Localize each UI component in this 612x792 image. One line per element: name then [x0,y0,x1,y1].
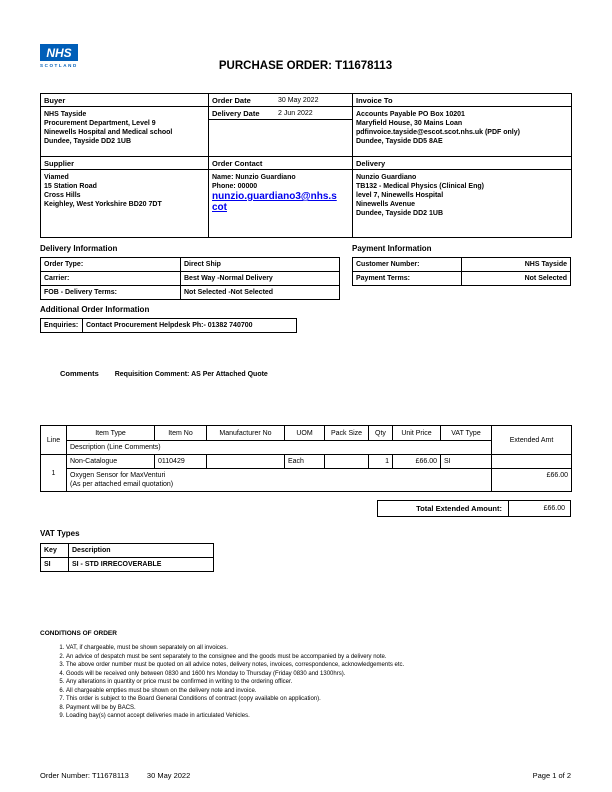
buyer-header: Buyer [41,94,208,107]
col-header-line: Line [41,426,67,455]
delivery-information-heading: Delivery Information [40,244,118,253]
item-line-number: 1 [41,455,67,492]
page-title: PURCHASE ORDER: T11678113 [218,60,393,72]
vat-key-header: Key [41,544,69,558]
supplier-line: 15 Station Road [44,183,97,190]
enquiries-table [40,318,297,333]
additional-order-information-section [40,305,571,333]
item-manufacturer-no [207,455,285,469]
supplier-line: Keighley, West Yorkshire BD20 7DT [44,201,162,208]
invoice-to-line: pdfinvoice.tayside@escot.scot.nhs.uk (PDF only) [356,129,520,136]
enquiries-row [41,319,297,333]
delivery-line: TB132 - Medical Physics (Clinical Eng) [356,183,484,190]
order-date-label: Order Date [212,96,251,105]
conditions-section [40,630,571,721]
additional-order-information-heading: Additional Order Information [40,305,150,314]
items-header-row [41,426,572,441]
item-pack-size [325,455,369,469]
item-vat-type: SI [441,455,492,469]
col-header-extended-amt: Extended Amt [492,426,572,455]
order-type-label: Order Type: [41,258,181,272]
condition-item: 8. Payment will be by BACS. [66,704,571,713]
conditions-heading: CONDITIONS OF ORDER [40,630,117,637]
dates-cell [209,94,353,157]
item-extended-amt-spacer [492,455,572,469]
invoice-to-line: Accounts Payable PO Box 10201 [356,111,465,118]
fob-value: Not Selected -Not Selected [181,286,340,300]
supplier-line: Viamed [44,174,69,181]
delivery-date-label: Delivery Date [212,109,260,118]
delivery-date-value: 2 Jun 2022 [278,110,313,117]
payment-terms-value: Not Selected [462,272,571,286]
vat-header-row [41,544,214,558]
condition-item: 7. This order is subject to the Board General Conditions of contract (copy available on application). [66,695,571,704]
invoice-to-cell [353,94,572,157]
carrier-value: Best Way -Normal Delivery [181,272,340,286]
item-description-line: (As per attached email quotation) [70,481,174,488]
customer-number-label: Customer Number: [353,258,462,272]
total-extended-amount-row [40,500,571,517]
condition-item: 6. All chargeable empties must be shown on the delivery note and invoice. [66,687,571,696]
page-footer [40,771,571,780]
col-header-manufacturer-no: Manufacturer No [207,426,285,441]
nhs-scotland-label: SCOTLAND [40,63,78,68]
enquiries-label: Enquiries: [41,319,83,333]
conditions-list [40,644,571,721]
col-header-vat-type: VAT Type [441,426,492,441]
vat-key: SI [41,558,69,572]
buyer-line: NHS Tayside [44,111,87,118]
invoice-to-header: Invoice To [353,94,571,107]
order-type-row [41,258,340,272]
order-date-row [209,94,352,107]
condition-item: 3. The above order number must be quoted on all advice notes, delivery notes, invoices, correspondence, acknowledgements etc. [66,661,571,670]
col-header-uom: UOM [285,426,325,441]
order-contact-header: Order Contact [209,157,352,170]
item-qty: 1 [369,455,393,469]
col-header-item-no: Item No [155,426,207,441]
vat-row [41,558,214,572]
col-header-unit-price: Unit Price [393,426,441,441]
footer-order-number: Order Number: T11678113 [40,771,129,780]
nhs-scotland-logo [40,44,86,68]
footer-page-number: Page 1 of 2 [532,771,571,780]
item-description-line: Oxygen Sensor for MaxVenturi [70,472,166,479]
payment-terms-row [353,272,571,286]
comments-label: Comments [60,369,99,378]
nhs-logo-text: NHS [46,45,72,60]
delivery-header: Delivery [353,157,571,170]
total-extended-amount-value: £66.00 [509,500,571,517]
supplier-line: Cross Hills [44,192,81,199]
customer-number-value: NHS Tayside [462,258,571,272]
supplier-header: Supplier [41,157,208,170]
item-unit-price: £66.00 [393,455,441,469]
carrier-row [41,272,340,286]
delivery-line: Nunzio Guardiano [356,174,417,181]
payment-information-heading: Payment Information [352,244,432,253]
comments-section [40,369,571,378]
condition-item: 9. Loading bay(s) cannot accept deliveries made in articulated Vehicles. [66,712,571,721]
delivery-date-row [209,107,352,120]
nhs-logo-icon [40,44,78,61]
condition-item: 2. An advice of despatch must be sent separately to the consignee and the goods must be accompanied by a delivery note. [66,653,571,662]
item-no: 0110429 [155,455,207,469]
item-extended-amt: £66.00 [492,469,572,492]
delivery-line: Dundee, Tayside DD2 1UB [356,210,444,217]
order-date-value: 30 May 2022 [278,97,319,104]
invoice-to-line: Dundee, Tayside DD5 8AE [356,138,443,145]
payment-terms-label: Payment Terms: [353,272,462,286]
fob-row [41,286,340,300]
order-contact-cell [209,157,353,238]
order-parties-table [40,93,572,238]
item-row [41,455,572,469]
comments-value: Requisition Comment: AS Per Attached Quote [114,371,268,378]
enquiries-value: Contact Procurement Helpdesk Ph:- 01382 740700 [83,319,297,333]
item-description [67,469,492,492]
order-type-value: Direct Ship [181,258,340,272]
total-extended-amount-label: Total Extended Amount: [377,500,509,517]
vat-description: SI - STD IRRECOVERABLE [69,558,214,572]
order-contact-name: Name: Nunzio Guardiano [212,174,296,181]
payment-information-table [352,257,571,286]
invoice-to-line: Maryfield House, 30 Mains Loan [356,120,463,127]
delivery-information-table [40,257,340,300]
fob-label: FOB - Delivery Terms: [41,286,181,300]
vat-description-header: Description [69,544,214,558]
buyer-line: Ninewells Hospital and Medical school [44,129,173,136]
condition-item: 4. Goods will be received only between 0830 and 1600 hrs Monday to Thursday (Friday 0830 and 1300hrs). [66,670,571,679]
customer-number-row [353,258,571,272]
buyer-line: Procurement Department, Level 9 [44,120,156,127]
vat-types-table [40,543,214,572]
col-header-item-type: Item Type [67,426,155,441]
supplier-cell [41,157,209,238]
item-description-row [41,469,572,492]
item-type: Non-Catalogue [67,455,155,469]
delivery-address-cell [353,157,572,238]
col-header-pack-size: Pack Size [325,426,369,441]
item-uom: Each [285,455,325,469]
footer-date: 30 May 2022 [146,771,191,780]
vat-types-section [40,529,571,572]
vat-types-heading: VAT Types [40,529,80,538]
buyer-line: Dundee, Tayside DD2 1UB [44,138,132,145]
delivery-line: level 7, Ninewells Hospital [356,192,444,199]
carrier-label: Carrier: [41,272,181,286]
col-header-description: Description (Line Comments) [67,441,492,455]
order-contact-email-link[interactable]: nunzio.guardiano3@nhs.scot [212,191,337,213]
condition-item: 1. VAT, if chargeable, must be shown separately on all invoices. [66,644,571,653]
col-header-qty: Qty [369,426,393,441]
footer-left [40,771,190,780]
buyer-cell [41,94,209,157]
delivery-information-section [40,244,340,300]
delivery-line: Ninewells Avenue [356,201,416,208]
order-contact-phone: Phone: 00000 [212,183,258,190]
condition-item: 5. Any alterations in quantity or price must be confirmed in writing to the ordering officer. [66,678,571,687]
payment-information-section [352,244,571,300]
line-items-table [40,425,572,492]
